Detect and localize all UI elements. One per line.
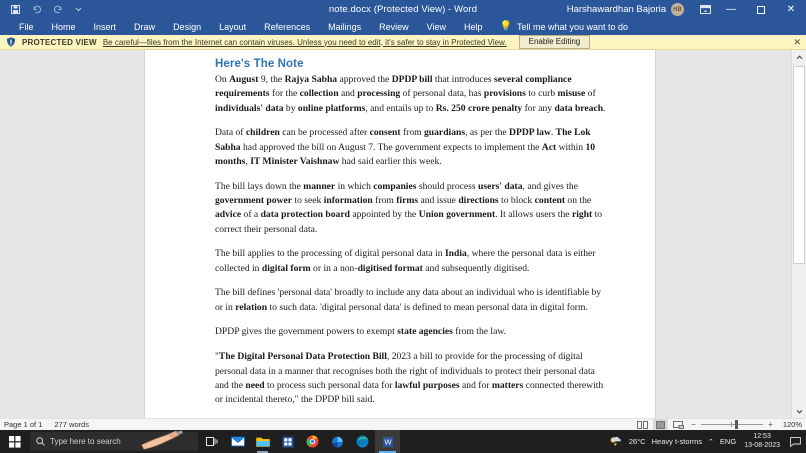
tab-references[interactable]: References [264, 22, 311, 32]
close-button[interactable]: ✕ [786, 4, 796, 15]
ribbon-display-options-icon [700, 5, 711, 14]
tell-me-label: Tell me what you want to do [517, 22, 629, 32]
temperature[interactable]: 26°C [628, 437, 646, 446]
read-mode-icon [637, 421, 648, 429]
customize-quick-access-button[interactable] [69, 1, 88, 18]
tab-help[interactable]: Help [464, 22, 483, 32]
document-paragraph: On August 9, the Rajya Sabha approved the DPDP bill that introduces several compliance requirements for the collection and processing of personal data, has provisions to curb misuse of individuals' data by online platforms, and entails up to Rs. 250 crore penalty for any data breach. [215, 74, 606, 114]
show-hidden-icons-button[interactable]: ⌃ [708, 438, 714, 446]
zoom-slider[interactable] [701, 419, 763, 430]
tell-me-search[interactable] [500, 22, 629, 32]
system-tray [609, 430, 806, 453]
zoom-level[interactable]: 120% [782, 420, 802, 429]
web-layout-button[interactable] [671, 419, 686, 430]
quick-access-toolbar [0, 1, 88, 18]
search-icon [36, 437, 45, 446]
window-title: note.docx (Protected View) - Word [328, 4, 478, 15]
ribbon-tab-bar [0, 19, 806, 35]
zoom-slider-thumb[interactable] [735, 420, 738, 429]
web-layout-icon [673, 421, 684, 429]
tab-review[interactable]: Review [379, 22, 409, 32]
document-paragraph: "The Digital Personal Data Protection Bill, 2023 a bill to provide for the processing of digital personal data in a manner that recognises both the right of individuals to protect their personal data and the need to process such personal data for lawful purposes and for matters connected therewith or incidental thereto," the DPDP bill said. [215, 351, 604, 406]
document-workspace [0, 50, 806, 418]
save-button[interactable] [6, 1, 25, 18]
zoom-in-button[interactable]: + [768, 420, 773, 429]
read-mode-button[interactable] [635, 419, 650, 430]
zoom-out-button[interactable]: − [691, 420, 696, 429]
protected-view-bar [0, 35, 806, 50]
start-icon [9, 436, 21, 448]
store-icon [282, 436, 294, 448]
zoom-slider-midpoint [731, 422, 732, 427]
print-layout-button[interactable] [653, 419, 668, 430]
avatar[interactable]: HB [671, 3, 684, 16]
account-name: Harshawardhan Bajoria [566, 4, 666, 15]
task-view-icon [206, 436, 219, 447]
mail-button[interactable] [225, 430, 250, 453]
file-explorer-button[interactable] [250, 430, 275, 453]
protected-view-label: PROTECTED VIEW [22, 37, 97, 47]
save-icon [11, 5, 20, 14]
word-icon [382, 436, 394, 448]
scroll-up-button[interactable] [792, 50, 806, 64]
close-icon[interactable]: ✕ [793, 36, 801, 47]
clock-date: 13-08-2023 [744, 441, 780, 449]
folder-icon [256, 436, 270, 448]
tab-insert[interactable]: Insert [93, 22, 117, 32]
document-paragraph: The bill defines 'personal data' broadly to include any data about an individual who is identifiable by or in relation to such data. 'digital personal data' is defined to mean personal data in digital form. [215, 287, 602, 313]
chrome-button[interactable] [300, 430, 325, 453]
redo-button[interactable] [48, 1, 67, 18]
start-button[interactable] [0, 430, 30, 453]
zoom-slider-track [701, 424, 763, 425]
scrollbar-track[interactable] [792, 64, 806, 404]
document-paragraph: DPDP gives the government powers to exempt state agencies from the law. [215, 326, 507, 338]
word-count[interactable]: 277 words [54, 420, 89, 429]
document-paragraph: Data of children can be processed after consent from guardians, as per the DPDP law. The Lok Sabha had approved the bill on August 7. The government expects to implement the Act within 10 months, IT Minister Vaishnaw had said earlier this week. [215, 127, 596, 167]
title-bar [0, 0, 806, 19]
document-heading: Here's The Note [215, 58, 304, 70]
language-indicator[interactable]: ENG [719, 437, 737, 446]
taskbar [0, 430, 806, 453]
redo-icon [53, 5, 63, 14]
search-placeholder: Type here to search [50, 437, 121, 446]
onedrive-icon [331, 436, 344, 448]
search-input[interactable] [30, 432, 198, 451]
chrome-icon [306, 435, 319, 448]
status-bar [0, 418, 806, 430]
weather-icon [609, 435, 623, 449]
weather-condition[interactable]: Heavy t-storms [651, 437, 703, 446]
vertical-scrollbar[interactable] [791, 50, 806, 418]
print-layout-icon [655, 421, 666, 429]
scroll-down-button[interactable] [792, 404, 806, 418]
microsoft-store-button[interactable] [275, 430, 300, 453]
scrollbar-thumb[interactable] [793, 66, 805, 264]
shield-icon [6, 37, 16, 47]
status-bar-right [635, 419, 802, 430]
tab-view[interactable]: View [426, 22, 447, 32]
tab-home[interactable]: Home [51, 22, 76, 32]
chevron-up-icon [796, 55, 803, 60]
lightbulb-icon: 💡 [499, 21, 512, 32]
chevron-down-icon [796, 409, 803, 414]
minimize-button[interactable]: — [726, 4, 736, 15]
task-view-button[interactable] [200, 430, 225, 453]
restore-button[interactable] [746, 0, 776, 19]
restore-icon [757, 6, 765, 14]
onedrive-app-button[interactable] [325, 430, 350, 453]
enable-editing-button[interactable]: Enable Editing [519, 35, 591, 49]
title-bar-right [567, 0, 806, 19]
tab-file[interactable]: File [19, 22, 34, 32]
mail-icon [231, 436, 245, 447]
tab-layout[interactable]: Layout [219, 22, 247, 32]
document-page[interactable] [145, 50, 655, 418]
chevron-down-icon [75, 7, 82, 12]
notification-center-button[interactable] [788, 435, 802, 449]
document-paragraph: The bill lays down the manner in which companies should process users' data, and gives the government power to seek information from firms and issue directions to block content on the advice of a data protection board appointed by the Union government. It allows users the right to correct their personal data. [215, 180, 603, 235]
notification-icon [790, 437, 801, 447]
edge-button[interactable] [350, 430, 375, 453]
page-indicator[interactable]: Page 1 of 1 [4, 420, 43, 429]
tab-draw[interactable]: Draw [134, 22, 156, 32]
ribbon-display-options-button[interactable] [694, 0, 716, 19]
document-paragraph: The bill applies to the processing of digital personal data in India, where the personal data is either collected in digital form or in a non-digitised format and subsequently digitised. [215, 248, 596, 274]
undo-button[interactable] [27, 1, 46, 18]
svg-text:W: W [383, 437, 392, 447]
tab-design[interactable]: Design [173, 22, 202, 32]
word-button[interactable] [375, 430, 400, 453]
clock[interactable] [742, 433, 782, 449]
edge-icon [356, 435, 369, 448]
clock-time: 12:53 [753, 433, 771, 441]
protected-view-message: Be careful—files from the Internet can contain viruses. Unless you need to edit, it's safer to stay in Protected View. [102, 37, 507, 47]
undo-icon [32, 5, 42, 14]
tab-mailings[interactable]: Mailings [328, 22, 362, 32]
